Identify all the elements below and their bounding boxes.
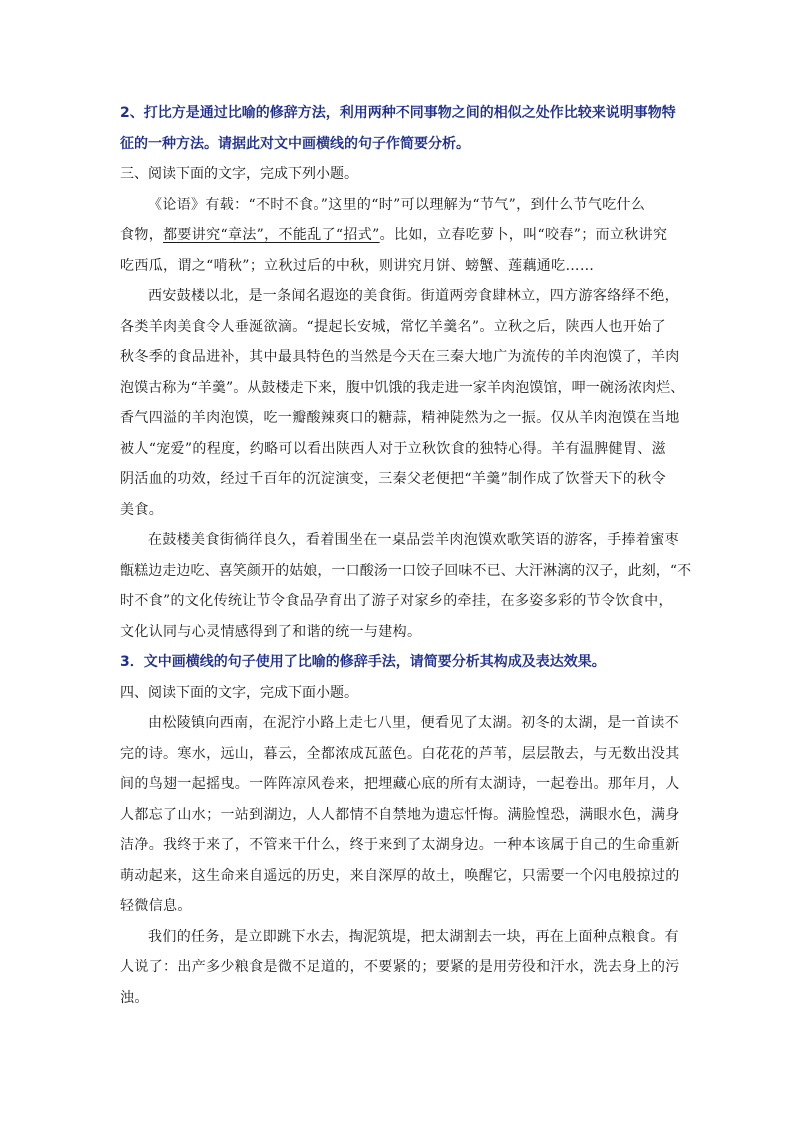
question-2-line-1: 2、打比方是通过比喻的修辞方法，利用两种不同事物之间的相似之处作比较来说明事物特	[120, 105, 676, 121]
sec4-para1-line-6: 萌动起来，这生命来自遥远的历史，来自深厚的故土，唤醒它，只需要一个闪电般掠过的	[120, 867, 680, 884]
sec4-para2-line-3: 浊。	[120, 989, 149, 1006]
sec3-para2-line-3: 秋冬季的食品进补，其中最具特色的当然是今天在三秦大地广为流传的羊肉泡馍了，羊肉	[120, 349, 680, 365]
sec3-para1-line-2-end: 。比如，立春吃萝卜，叫“咬春”；而立秋讲究	[379, 227, 668, 243]
sec3-para2-line-5: 香气四溢的羊肉泡馍，吃一瓣酸辣爽口的糖蒜，精神陡然为之一振。仅从羊肉泡馍在当地	[120, 410, 680, 426]
sec3-para3-line-1: 在鼓楼美食街徜徉良久，看着围坐在一桌品尝羊肉泡馍欢歌笑语的游客，手捧着蜜枣	[148, 532, 679, 548]
section-4-heading: 四、阅读下面的文字，完成下面小题。	[120, 684, 358, 701]
question-3: 3．文中画横线的句子使用了比喻的修辞手法，请简要分析其构成及表达效果。	[120, 654, 606, 670]
document-body	[120, 98, 692, 1013]
sec4-para1-line-7: 轻微信息。	[120, 898, 192, 914]
question-2-line-2: 征的一种方法。请据此对文中画横线的句子作简要分析。	[120, 135, 470, 152]
sec3-para3-line-4: 文化认同与心灵情感得到了和谐的统一与建构。	[120, 623, 422, 640]
underlined-sentence: 都要讲究“章法”，不能乱了“招式”	[163, 227, 380, 243]
sec3-para2-line-1: 西安鼓楼以北，是一条闻名遐迩的美食街。街道两旁食肆林立，四方游客络绎不绝，	[148, 288, 679, 304]
sec3-para1-line-2-start: 食物，	[120, 227, 164, 243]
sec3-para2-line-4: 泡馍古称为“羊羹”。从鼓楼走下来，腹中饥饿的我走进一家羊肉泡馍馆，呷一碗汤浓肉烂、	[120, 379, 685, 396]
sec3-para2-line-8: 美食。	[120, 501, 164, 518]
sec4-para1-line-2: 完的诗。寒水，远山，暮云，全都浓成瓦蓝色。白花花的芦苇，层层散去，与无数出没其	[120, 745, 680, 762]
sec4-para2-line-2: 人说了：出产多少粮食是微不足道的，不要紧的；要紧的是用劳役和汗水，洗去身上的污	[120, 959, 680, 975]
sec3-para2-line-6: 被人“宠爱”的程度，约略可以看出陕西人对于立秋饮食的独特心得。羊有温脾健胃、滋	[120, 440, 666, 457]
sec3-para1-line-2	[120, 220, 680, 251]
sec3-para3-line-2: 甑糕边走边吃、喜笑颜开的姑娘，一口酸汤一口饺子回味不已、大汗淋漓的汉子，此刻，“不	[120, 562, 692, 579]
sec3-para3-line-3: 时不食”的文化传统让节令食品孕育出了游子对家乡的牵挂，在多姿多彩的节令饮食中，	[120, 593, 673, 609]
sec4-para1-line-1: 由松陵镇向西南，在泥泞小路上走七八里，便看见了太湖。初冬的太湖，是一首读不	[148, 715, 679, 731]
sec4-para1-line-5: 洁净。我终于来了，不管来干什么，终于来到了太湖身边。一种本该属于自己的生命重新	[120, 837, 680, 853]
section-3-heading: 三、阅读下面的文字，完成下列小题。	[120, 166, 358, 182]
sec4-para1-line-3: 间的鸟翅一起摇曳。一阵阵凉风卷来，把埋藏心底的所有太湖诗，一起卷出。那年月，人	[120, 776, 680, 792]
sec3-para1-line-3: 吃西瓜，谓之“啃秋”；立秋过后的中秋，则讲究月饼、螃蟹、莲藕通吃……	[120, 257, 595, 274]
sec3-para2-line-2: 各类羊肉美食令人垂涎欲滴。“提起长安城，常忆羊羹名”。立秋之后，陕西人也开始了	[120, 318, 666, 335]
sec3-para1-line-1: 《论语》有载：“不时不食。”这里的“时”可以理解为“节气”，到什么节气吃什么	[148, 196, 646, 213]
sec4-para2-line-1: 我们的任务，是立即跳下水去，掏泥筑堤，把太湖割去一块，再在上面种点粮食。有	[148, 928, 679, 945]
sec4-para1-line-4: 人都忘了山水；一站到湖边，人人都情不自禁地为遗忘忏悔。满脸惶恐，满眼水色，满身	[120, 806, 680, 823]
sec3-para2-line-7: 阴活血的功效，经过千百年的沉淀演变，三秦父老便把“羊羹”制作成了饮誉天下的秋令	[120, 471, 666, 487]
